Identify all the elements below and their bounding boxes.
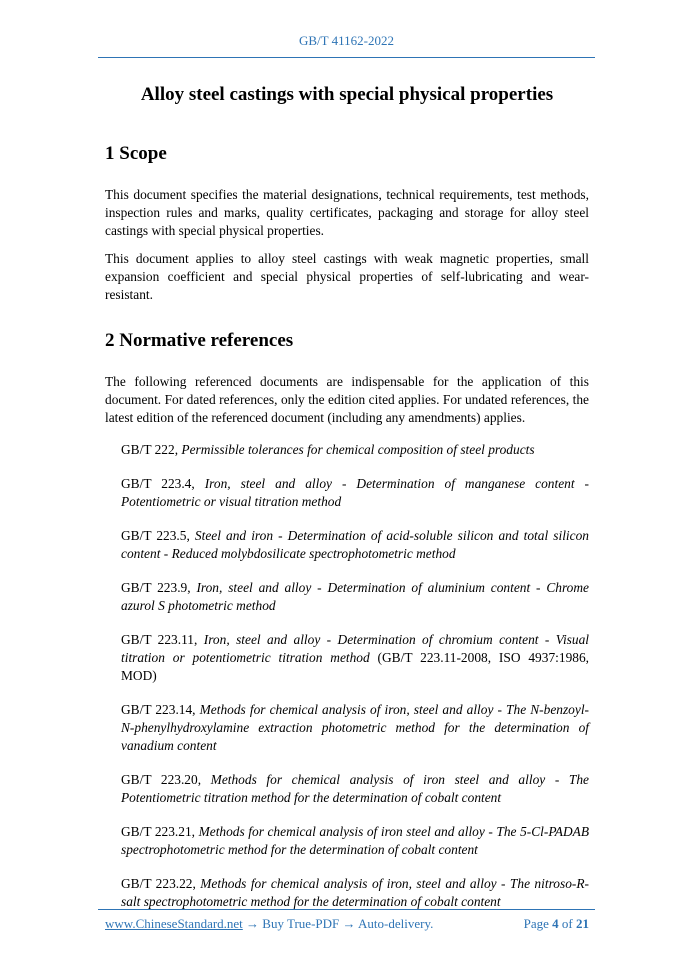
reference-item [105, 823, 589, 859]
reference-item [105, 527, 589, 563]
reference-adoption-note: (GB/T 223.11-2008, ISO 4937:1986, MOD) [121, 650, 589, 683]
section-heading-normative-references: 2 Normative references [105, 330, 294, 351]
reference-title: Permissible tolerances for chemical composition of steel products [181, 442, 535, 457]
reference-title: Methods for chemical analysis of iron, steel and alloy - The N-benzoyl-N-phenylhydroxylamine extraction photometric method for the determination of vanadium content [121, 702, 589, 753]
section-heading-scope: 1 Scope [105, 143, 167, 164]
document-title: Alloy steel castings with special physical properties [140, 84, 554, 105]
reference-code: GB/T 223.9, [121, 580, 197, 595]
page-label: Page [523, 916, 553, 931]
reference-title: Iron, steel and alloy - Determination of manganese content - Potentiometric or visual titration method [121, 476, 589, 509]
arrow-right-icon: → [242, 916, 263, 931]
arrow-right-icon: → [339, 916, 359, 931]
footer-divider [98, 909, 595, 910]
reference-title: Iron, steel and alloy - Determination of aluminium content - Chrome azurol S photometric method [121, 580, 589, 613]
scope-paragraph-1: This document specifies the material designations, technical requirements, test methods, inspection rules and marks, quality certificates, packaging and storage for alloy steel castings with special physical properties. [105, 187, 589, 238]
page-content [105, 84, 589, 911]
reference-code: GB/T 223.5, [121, 528, 195, 543]
page-indicator [524, 916, 589, 932]
reference-title: Steel and iron - Determination of acid-soluble silicon and total silicon content - Reduced molybdosilicate spectrophotometric method [121, 528, 589, 561]
site-link[interactable]: www.ChineseStandard.net [105, 916, 243, 931]
reference-title: Methods for chemical analysis of iron steel and alloy - The Potentiometric titration method for the determination of cobalt content [121, 772, 589, 805]
reference-code: GB/T 223.4, [121, 476, 205, 491]
reference-list [105, 441, 589, 911]
reference-item [105, 771, 589, 807]
reference-item [105, 875, 589, 911]
reference-item [105, 475, 589, 511]
page-of: of [558, 916, 576, 931]
auto-delivery-text: Auto-delivery. [358, 916, 434, 931]
reference-item [105, 579, 589, 615]
reference-title: Iron, steel and alloy - Determination of chromium content - Visual titration or potentiometric titration method [121, 632, 589, 665]
normative-intro-paragraph: The following referenced documents are indispensable for the application of this document. For dated references, only the edition cited applies. For undated references, the latest edition of the referenced document (including any amendments) applies. [105, 374, 589, 425]
header-document-code: GB/T 41162-2022 [299, 33, 394, 48]
page-current: 4 [552, 916, 559, 931]
reference-code: GB/T 222, [121, 442, 182, 457]
reference-item [105, 441, 589, 459]
reference-code: GB/T 223.21, [121, 824, 199, 839]
page-total: 21 [576, 916, 589, 931]
buy-pdf-link[interactable]: Buy True-PDF [262, 916, 340, 931]
reference-title: Methods for chemical analysis of iron, steel and alloy - The nitroso-R-salt spectrophotometric method for the determination of cobalt content [121, 876, 589, 909]
reference-item [105, 631, 589, 685]
reference-code: GB/T 223.11, [121, 632, 204, 647]
scope-paragraph-2: This document applies to alloy steel castings with weak magnetic properties, small expansion coefficient and special physical properties of self-lubricating and wear-resistant. [105, 251, 589, 302]
reference-item [105, 701, 589, 755]
reference-code: GB/T 223.22, [121, 876, 201, 891]
reference-code: GB/T 223.14, [121, 702, 200, 717]
header-divider [98, 57, 595, 58]
reference-title: Methods for chemical analysis of iron steel and alloy - The 5-Cl-PADAB spectrophotometric method for the determination of cobalt content [121, 824, 589, 857]
footer-links [105, 916, 433, 932]
reference-code: GB/T 223.20, [121, 772, 211, 787]
